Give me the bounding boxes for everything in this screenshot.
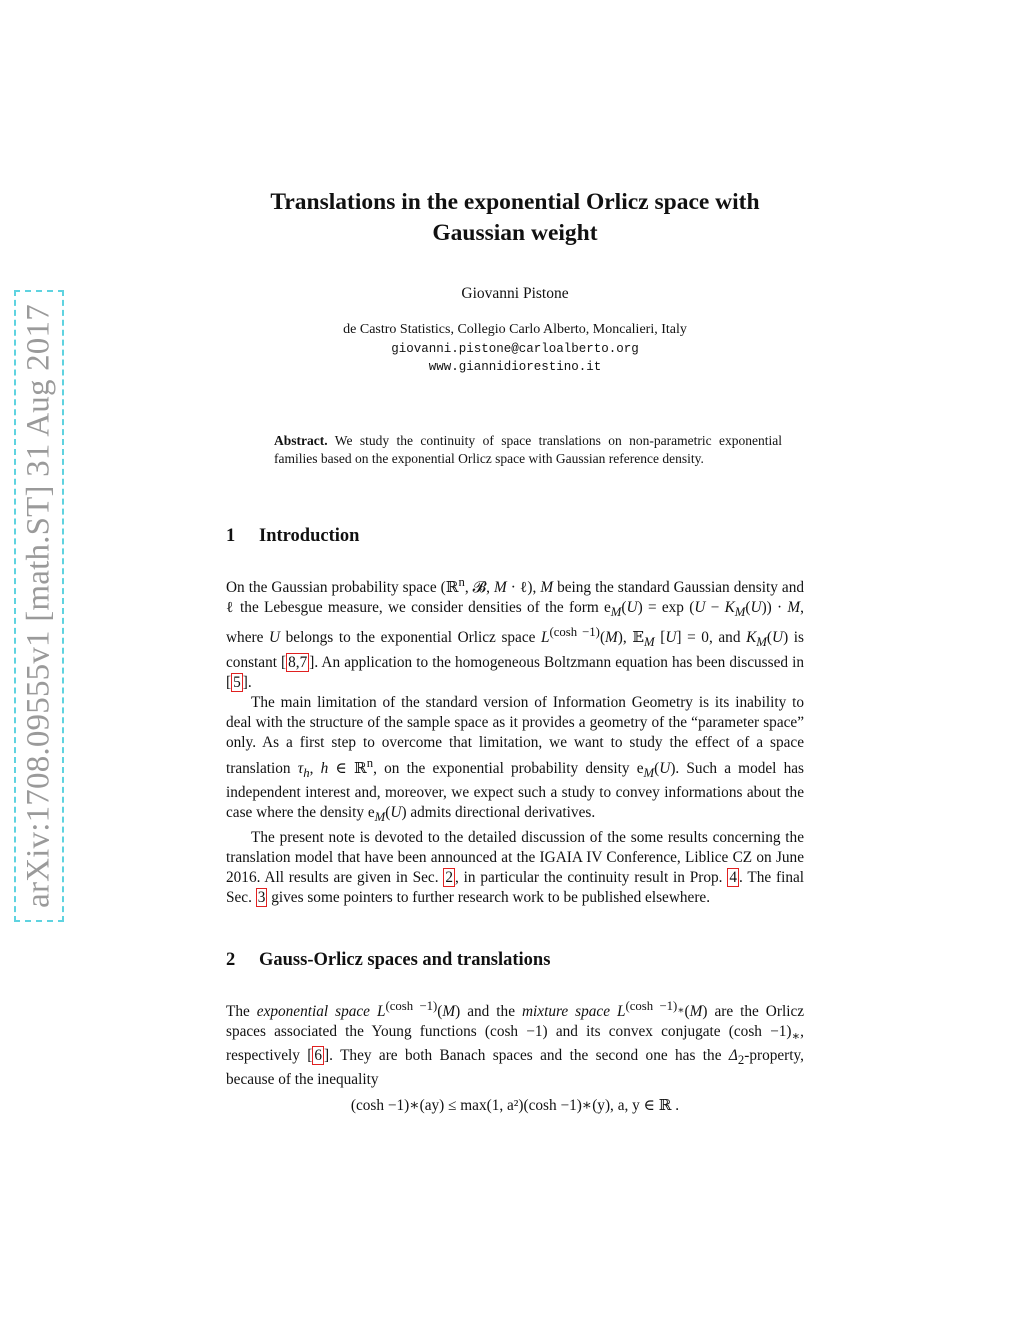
section-2-body <box>226 996 804 1091</box>
paper-title <box>226 187 804 249</box>
author-name: Giovanni Pistone <box>461 285 569 302</box>
affiliation-block <box>226 321 804 377</box>
section-link[interactable]: 2 <box>445 868 454 886</box>
section-number: 2 <box>226 950 236 970</box>
author-website[interactable]: www.giannidiorestino.it <box>428 360 602 374</box>
abstract <box>274 432 782 469</box>
intro-paragraph-3: The present note is devoted to the detailed discussion of the some results concerning the translation model that have been announced at the IGAIA IV Conference, Liblice CZ on June 2016. All results are given in Sec. 2 , in particular the continuity result in Prop. 4 . The final Sec. 3 gives some pointers to further research work to be published elsewhere. <box>226 828 805 906</box>
arxiv-identifier: arXiv:1708.09555v1 [math.ST] 31 Aug 2017 <box>20 304 57 908</box>
section-link[interactable]: 3 <box>257 888 266 906</box>
section-heading-gauss-orlicz <box>226 950 804 971</box>
proposition-link[interactable]: 4 <box>729 868 737 886</box>
abstract-label: Abstract. <box>274 433 328 448</box>
intro-paragraph-2: The main limitation of the standard version of Information Geometry is its inability to deal with the structure of the sample space as it provides a geometry of the “parameter space” only. As a first step to overcome that limitation, we want to study the effect of a space translation $\tau_h$, h ∈ ℝ$^n$, on the exponential probability density $e_M(U)$. Such a model has independent interest and, moreover, we expect such a study to convey informations about the case where the density $e_M(U)$ admits directional derivatives. <box>226 693 804 825</box>
section-2-paragraph-1: The exponential space $L^{(cosh -1)}(M)$ and the mixture space $L^{(cosh -1)_∗}(M)$ are the Orlicz spaces associated the Young functions (cosh −1) and its convex conjugate $(\cosh -1)_∗$, respectively [ 6 ]. They are both Banach spaces and the second one has the $\Delta_2$-property, because of the inequality <box>226 999 805 1089</box>
section-title: Introduction <box>259 526 360 546</box>
section-title: Gauss-Orlicz spaces and translations <box>259 950 551 970</box>
title-line-2: Gaussian weight <box>432 220 598 246</box>
affiliation: de Castro Statistics, Collegio Carlo Alberto, Moncalieri, Italy <box>343 322 687 337</box>
title-line-1: Translations in the exponential Orlicz space with <box>270 189 760 215</box>
display-equation: (cosh −1)∗(ay) ≤ max(1, a²)(cosh −1)∗(y), a, y ∈ ℝ . <box>350 1097 680 1114</box>
intro-paragraph-1: On the Gaussian probability space (ℝ$^n$, 𝓑, M · ℓ), M being the standard Gaussian density and ℓ the Lebesgue measure, we consider densities of the form $e_M(U) = \exp (U - K_M(U)) \cdot M$, where U belongs to the exponential Orlicz space $L^{(cosh -1)}(M)$, 𝔼$_M$ [U] = 0, and $K_M(U)$ is constant [ 8,7 ]. An application to the homogeneous Boltzmann equation has been discussed in [ 5 ]. <box>226 575 804 691</box>
citation-link[interactable]: 5 <box>233 673 241 691</box>
section-heading-introduction <box>226 526 804 547</box>
citation-link[interactable]: 6 <box>314 1047 323 1065</box>
introduction-body <box>226 572 804 908</box>
citation-link[interactable]: 8,7 <box>288 653 308 671</box>
abstract-text: We study the continuity of space translations on non-parametric exponential families based on the exponential Orlicz space with Gaussian reference density. <box>274 433 782 467</box>
author-email[interactable]: giovanni.pistone@carloalberto.org <box>391 341 639 356</box>
section-number: 1 <box>226 526 236 546</box>
arxiv-stamp <box>14 290 64 922</box>
